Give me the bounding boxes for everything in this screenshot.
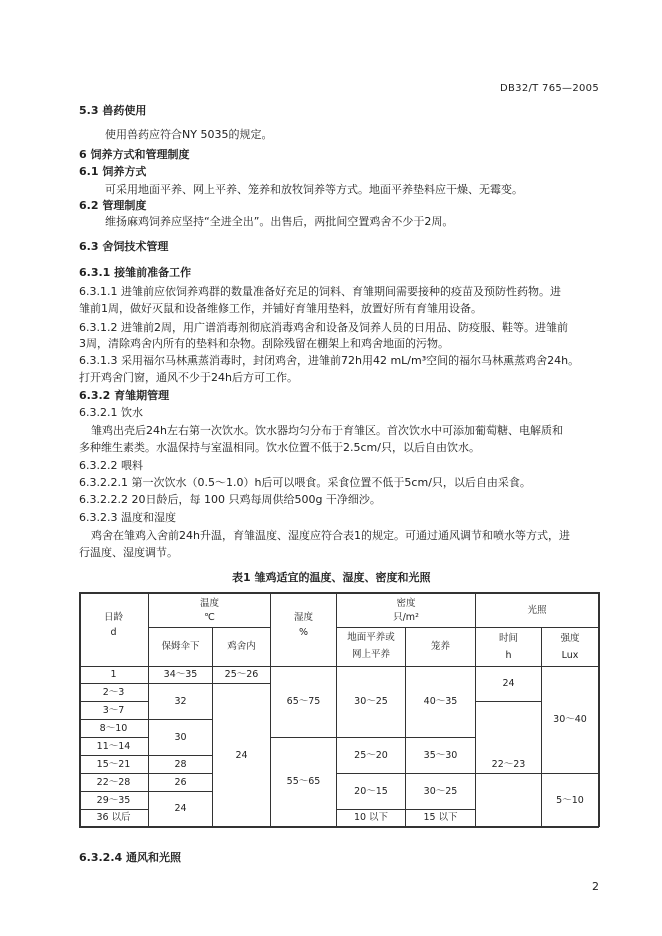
page-number: 2 — [592, 880, 599, 893]
house-cell: 25～26 — [224, 669, 259, 680]
section-5-3-body: 使用兽药应符合NY 5035的规定。 — [105, 128, 273, 141]
age-cell: 11～14 — [96, 741, 131, 752]
section-6-3-1-1-line1: 6.3.1.1 进雏前应依饲养鸡群的数量准备好充足的饲料、育雏期间需要接种的疫苗及预防性药物。进 — [79, 285, 561, 298]
th-humidity: 湿度 — [293, 612, 313, 623]
th-humidity-unit: % — [298, 627, 309, 638]
section-6-3-title: 6.3 舍饲技术管理 — [79, 240, 169, 253]
section-5-3-title: 5.3 兽药使用 — [79, 104, 147, 117]
section-6-3-1-1-line2: 雏前1周，做好灭鼠和设备维修工作，并铺好育雏用垫料，放置好所有育雏用设备。 — [79, 302, 482, 315]
th-temp-house: 鸡舍内 — [227, 641, 256, 652]
age-cell: 15～21 — [96, 759, 131, 770]
cage-density-cell: 35～30 — [423, 750, 458, 761]
age-cell: 3～7 — [102, 705, 125, 716]
document-number: DB32/T 765—2005 — [500, 83, 599, 94]
th-light: 光照 — [527, 605, 547, 616]
humidity-cell: 55～65 — [286, 776, 321, 787]
th-light-time-unit: h — [505, 650, 512, 661]
th-temp: 温度 — [199, 598, 219, 609]
light-lux-cell: 30～40 — [553, 714, 587, 725]
th-light-intensity-unit: Lux — [561, 650, 579, 661]
age-cell: 36 以后 — [96, 812, 131, 823]
th-density: 密度 — [396, 598, 416, 609]
table-border-bottom — [79, 826, 599, 828]
light-lux-cell: 5～10 — [556, 795, 584, 806]
light-hours-cell: 24 — [502, 678, 515, 689]
light-hours-cell: 22～23 — [491, 759, 526, 770]
th-age: 日龄 — [103, 612, 123, 623]
age-cell: 1 — [110, 669, 117, 680]
section-6-3-2-3-title: 6.3.2.3 温度和湿度 — [79, 511, 176, 524]
age-cell: 8～10 — [99, 723, 128, 734]
section-6-3-2-1-line2: 多种维生素类。水温保持与室温相同。饮水位置不低于2.5cm/只，以后自由饮水。 — [79, 441, 480, 454]
section-6-3-2-title: 6.3.2 育雏期管理 — [79, 389, 170, 402]
section-6-3-1-3-line2: 打开鸡舍门窗，通风不少于24h后方可工作。 — [79, 371, 298, 384]
humidity-cell: 65～75 — [286, 696, 321, 707]
table-border-right — [598, 592, 600, 827]
th-density-floor-1: 地面平养或 — [347, 632, 395, 643]
section-6-2-title: 6.2 管理制度 — [79, 199, 147, 212]
section-6-3-2-3-line2: 行温度、湿度调节。 — [79, 546, 178, 559]
section-6-3-2-2-1: 6.3.2.2.1 第一次饮水（0.5～1.0）h后可以喂食。采食位置不低于5cm/只，以后自由采食。 — [79, 476, 531, 489]
brooder-cell: 24 — [174, 803, 187, 814]
section-6-3-2-1-line1: 雏鸡出壳后24h左右第一次饮水。饮水器均匀分布于育雏区。首次饮水中可添加葡萄糖、电解质和 — [91, 424, 563, 437]
brooder-cell: 32 — [174, 696, 187, 707]
section-6-1-title: 6.1 饲养方式 — [79, 165, 147, 178]
section-6-3-1-2-line1: 6.3.1.2 进雏前2周，用广谱消毒剂彻底消毒鸡舍和设备及饲养人员的日用品、防疫服、鞋等。进雏前 — [79, 321, 568, 334]
th-temp-brooder: 保姆伞下 — [161, 641, 200, 652]
brooder-cell: 34～35 — [163, 669, 198, 680]
age-cell: 22～28 — [96, 777, 131, 788]
table-caption: 表1 雏鸡适宜的温度、湿度、密度和光照 — [232, 571, 431, 584]
age-cell: 29～35 — [96, 795, 131, 806]
brooder-cell: 28 — [174, 759, 187, 770]
age-cell: 2～3 — [102, 687, 125, 698]
th-light-intensity: 强度 — [560, 633, 580, 644]
th-density-unit: 只/m² — [393, 612, 419, 623]
section-6-3-2-4-title: 6.3.2.4 通风和光照 — [79, 851, 181, 864]
section-6-3-2-3-line1: 鸡舍在雏鸡入舍前24h升温，育雏温度、湿度应符合表1的规定。可通过通风调节和喷水等方式，进 — [91, 529, 570, 542]
table-header-bottom — [79, 666, 599, 667]
th-temp-unit: ℃ — [204, 612, 215, 623]
section-6-1-body: 可采用地面平养、网上平养、笼养和放牧饲养等方式。地面平养垫料应干燥、无霉变。 — [105, 183, 523, 196]
th-density-floor-2: 网上平养 — [351, 649, 390, 660]
house-cell: 24 — [235, 750, 248, 761]
floor-density-cell: 30～25 — [354, 696, 388, 707]
table-border-top — [79, 592, 599, 594]
brooder-cell: 30 — [174, 732, 187, 743]
brooder-cell: 26 — [174, 777, 187, 788]
floor-density-cell: 10 以下 — [353, 812, 389, 823]
th-density-cage: 笼养 — [430, 641, 450, 652]
floor-density-cell: 20～15 — [354, 786, 388, 797]
section-6-2-body: 维扬麻鸡饲养应坚持“全进全出”。出售后，两批间空置鸡舍不少于2周。 — [105, 215, 454, 228]
section-6-3-1-3-line1: 6.3.1.3 采用福尔马林熏蒸消毒时，封闭鸡舍，进雏前72h用42 mL/m³空间的福尔马林熏蒸鸡舍24h。 — [79, 354, 580, 367]
th-age-unit: d — [110, 627, 117, 638]
section-6-3-1-title: 6.3.1 接雏前准备工作 — [79, 266, 192, 279]
section-6-title: 6 饲养方式和管理制度 — [79, 148, 190, 161]
cage-density-cell: 15 以下 — [423, 812, 458, 823]
section-6-3-2-2-title: 6.3.2.2 喂料 — [79, 459, 143, 472]
section-6-3-1-2-line2: 3周，清除鸡舍内所有的垫料和杂物。刮除残留在棚架上和鸡舍地面的污物。 — [79, 337, 449, 350]
section-6-3-2-1-title: 6.3.2.1 饮水 — [79, 406, 143, 419]
cage-density-cell: 30～25 — [423, 786, 458, 797]
cage-density-cell: 40～35 — [423, 696, 458, 707]
th-light-time: 时间 — [498, 633, 518, 644]
floor-density-cell: 25～20 — [354, 750, 388, 761]
section-6-3-2-2-2: 6.3.2.2.2 20日龄后，每 100 只鸡每周供给500g 干净细沙。 — [79, 493, 381, 506]
